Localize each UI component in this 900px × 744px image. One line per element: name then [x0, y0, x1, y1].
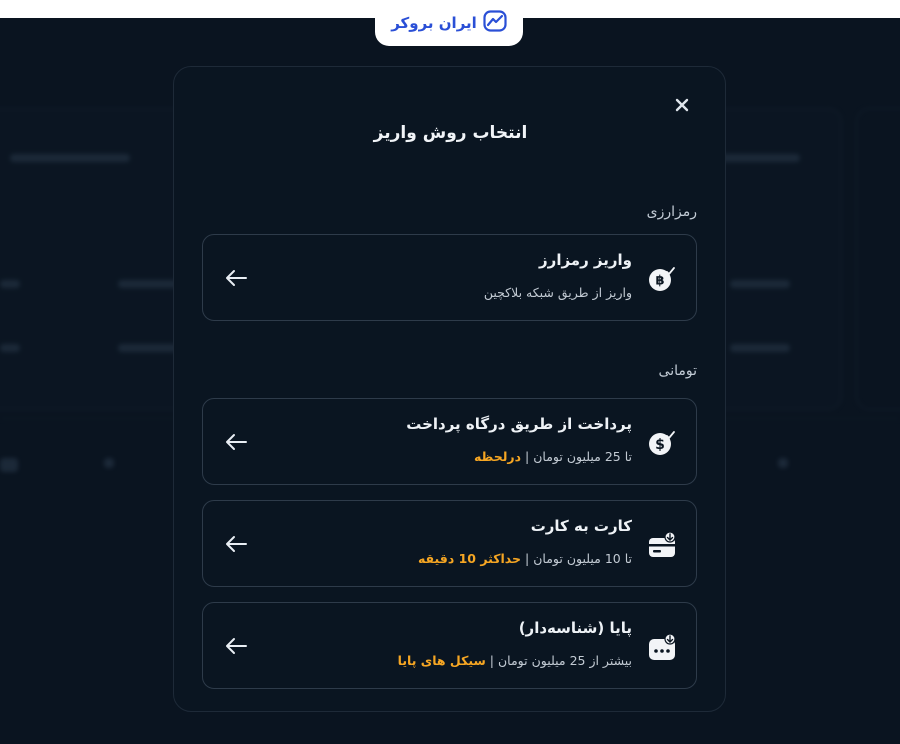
option-paya[interactable]	[202, 602, 697, 689]
option-separator: |	[525, 449, 530, 464]
option-limit: تا 10 میلیون تومان	[533, 551, 632, 566]
background-text	[0, 458, 18, 472]
arrow-left-icon	[223, 531, 249, 557]
background-side-panel	[856, 108, 900, 410]
option-title: پرداخت از طریق درگاه پرداخت	[406, 415, 632, 433]
option-card-to-card[interactable]	[202, 500, 697, 587]
option-subtitle	[398, 653, 632, 668]
close-icon	[675, 98, 689, 112]
section-label-crypto: رمزارزی	[646, 204, 697, 220]
arrow-left-icon	[223, 429, 249, 455]
option-title: واریز رمزارز	[539, 251, 632, 269]
option-subtitle	[474, 449, 632, 464]
background-text	[730, 344, 790, 352]
dollar-coin-icon	[648, 429, 676, 457]
svg-text:฿: ฿	[655, 273, 665, 289]
option-payment-gateway[interactable]	[202, 398, 697, 485]
background-text	[778, 458, 788, 468]
option-limit: بیشتر از 25 میلیون تومان	[497, 653, 632, 668]
card-transfer-icon	[648, 531, 676, 559]
option-subtitle	[418, 551, 632, 566]
deposit-method-modal	[173, 66, 726, 712]
close-button[interactable]	[671, 94, 693, 116]
option-title: پایا (شناسه‌دار)	[518, 619, 632, 637]
background-text	[104, 458, 114, 468]
bitcoin-coin-icon	[648, 265, 676, 293]
background-text	[0, 280, 20, 288]
svg-text:$: $	[655, 437, 665, 453]
background-text	[730, 280, 790, 288]
arrow-left-icon	[223, 633, 249, 659]
bank-paya-icon	[648, 633, 676, 661]
option-speed-badge: درلحظه	[473, 449, 522, 464]
section-label-toman: تومانی	[658, 363, 697, 379]
option-speed-badge: حداکثر 10 دقیقه	[417, 551, 522, 566]
background-text	[0, 344, 20, 352]
option-separator: |	[489, 653, 494, 668]
option-limit: تا 25 میلیون تومان	[533, 449, 632, 464]
option-speed-badge: سیکل های پایا	[397, 653, 486, 668]
chart-trend-icon	[483, 10, 507, 36]
option-separator: |	[525, 551, 530, 566]
modal-title: انتخاب روش واریز	[373, 123, 528, 143]
background-text	[10, 154, 130, 162]
option-crypto-deposit[interactable]	[202, 234, 697, 321]
brand-logo[interactable]	[375, 0, 523, 46]
brand-logo-text: ایران بروکر	[391, 14, 477, 32]
background-text	[118, 344, 178, 352]
option-title: کارت به کارت	[530, 517, 632, 535]
background-text	[118, 280, 178, 288]
arrow-left-icon	[223, 265, 249, 291]
option-subtitle: واریز از طریق شبکه بلاکچین	[483, 285, 632, 300]
